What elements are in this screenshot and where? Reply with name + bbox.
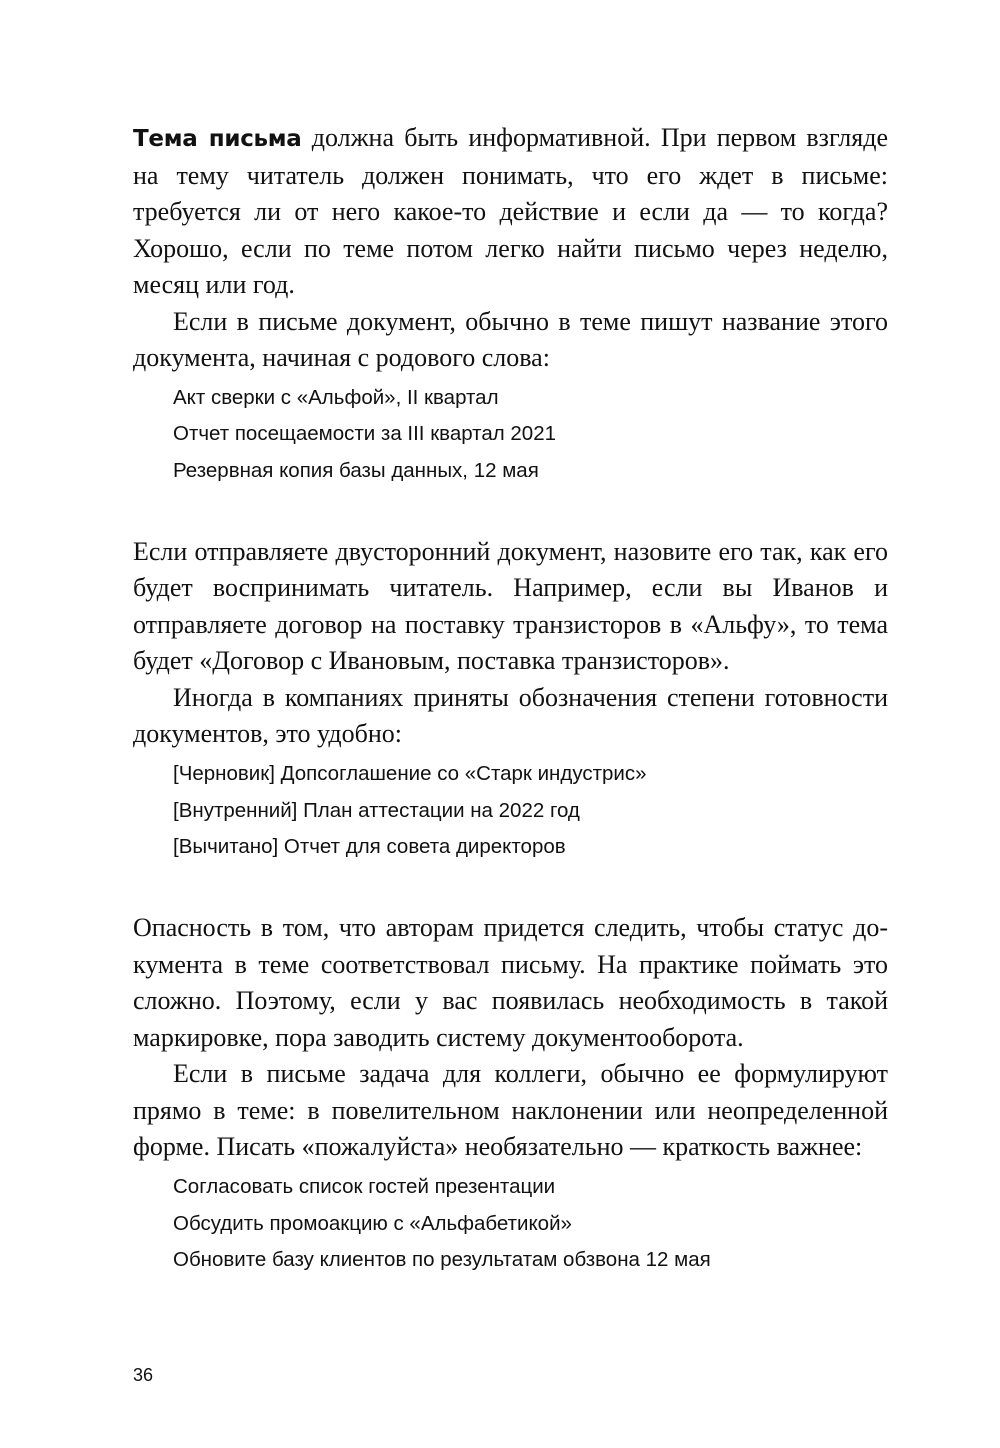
section-gap — [133, 866, 888, 910]
example-item: [Черновик] Допсоглашение со «Старк индустрис» — [173, 761, 647, 785]
section-gap — [133, 490, 888, 534]
example-item: [Внутренний] План аттестации на 2022 год — [173, 798, 580, 822]
paragraph-readiness-marks: Иногда в компаниях приняты обозначения степени готовности документов, это удобно: — [133, 682, 888, 749]
paragraph-task-subject: Если в письме задача для коллеги, обычно ее формулируют прямо в теме: в повелительном наклонении или неопределенной форме. Писать «пожалуйста» необязательно — краткость важнее: — [133, 1059, 888, 1162]
example-item: Отчет посещаемости за III квартал 2021 — [173, 422, 557, 446]
example-list-tasks — [173, 1169, 888, 1279]
example-item: Резервная копия базы данных, 12 мая — [173, 459, 539, 483]
example-list-statuses — [173, 756, 888, 866]
paragraph-text: должна быть информативной. При первом взгляде на тему читатель должен понимать, что его ждет в письме: требуется ли от него какое-то действие и если да — то когда? Хорошо, если по теме потом легко найти письмо через неделю, месяц или год. — [133, 123, 889, 299]
page-body — [133, 120, 888, 1279]
example-item: Акт сверки с «Альфой», II квартал — [173, 385, 499, 409]
paragraph-status-risk: Опасность в том, что авторам придется следить, чтобы статус документа в теме соответствовал письму. На практике поймать это сложно. Поэтому, если у вас появилась необходимость в такой маркировке, пора заводить систему документооборота. — [133, 913, 888, 1052]
paragraph-bilateral-document: Если отправляете двусторонний документ, назовите его так, как его будет воспринимать читатель. Например, если вы Иванов и отправляете договор на поставку транзисторов в «Альфу», то тема будет «Договор с Ивановым, поставка транзисторов». — [133, 536, 888, 676]
example-item: Обновите базу клиентов по результатам обзвона 12 мая — [173, 1248, 711, 1272]
example-item: [Вычитано] Отчет для совета директоров — [173, 835, 566, 859]
example-item: Обсудить промоакцию с «Альфабетикой» — [173, 1211, 572, 1235]
paragraph-document-subject: Если в письме документ, обычно в теме пишут название этого документа, начиная с родового слова: — [133, 306, 888, 372]
example-item: Согласовать список гостей презентации — [173, 1174, 556, 1198]
example-list-documents — [173, 380, 888, 490]
page-number: 36 — [133, 1365, 154, 1385]
paragraph-subject-intro — [133, 120, 888, 304]
lead-term: Тема письма — [133, 126, 302, 152]
